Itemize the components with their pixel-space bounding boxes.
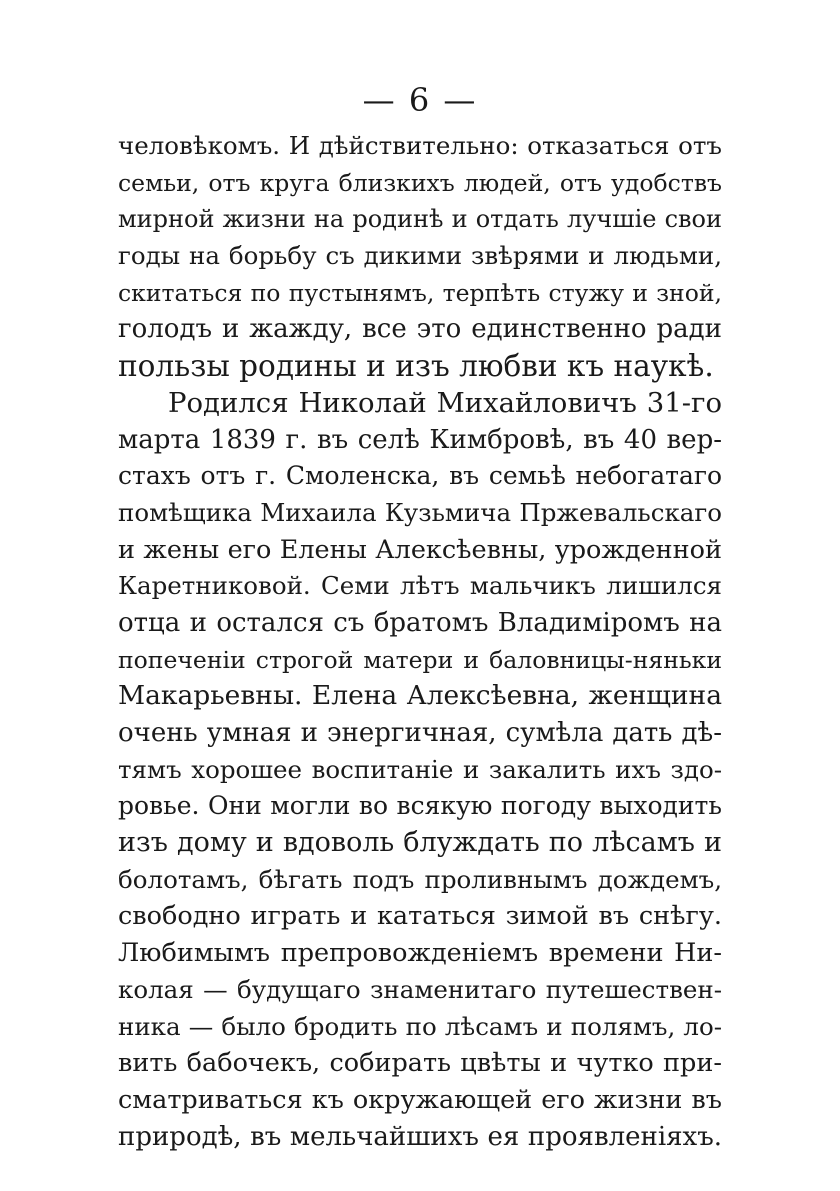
text-line: человѣкомъ. И дѣйствительно: отказаться отъ [118,131,722,160]
paragraph-end-line: пользы родины и изъ любви къ наукѣ. [118,349,714,384]
text-line: семьи, отъ круга близкихъ людей, отъ удобствъ [118,168,722,197]
text-line: сматриваться къ окружающей его жизни въ [118,1084,722,1115]
text-line: ника — было бродить по лѣсамъ и полямъ, ло- [118,1011,722,1041]
text-line: Макарьевны. Елена Алексѣевна, женщина [118,680,722,712]
page-number: — 6 — [362,81,478,119]
text-line: колая — будущаго знаменитаго путешествен- [118,974,722,1004]
text-line: очень умная и энергичная, сумѣла дать дѣ- [118,718,722,748]
text-line: стахъ отъ г. Смоленска, въ семьѣ небогатаго [118,461,722,491]
body-text [118,128,722,1155]
text-line: голодъ и жажду, все это единственно ради [118,314,722,345]
text-line: изъ дому и вдоволь блуждать по лѣсамъ и [118,827,722,859]
text-line: и жены его Елены Алексѣевны, урожденной [118,534,722,565]
text-line: марта 1839 г. въ селѣ Кимбровѣ, въ 40 вер- [118,424,722,455]
text-line: годы на борьбу съ дикими звѣрями и людьми, [118,241,722,271]
paragraph-start-line: Родился Николай Михайловичъ 31-го [168,386,722,419]
text-line: отца и остался съ братомъ Владиміромъ на [118,607,722,638]
text-line: болотамъ, бѣгать подъ проливнымъ дождемъ, [118,864,722,894]
text-line: Любимымъ препровожденіемъ времени Ни- [118,938,722,969]
text-line: помѣщика Михаила Кузьмича Пржевальскаго [118,497,722,527]
text-line: попеченіи строгой матери и баловницы-няньки [118,645,722,674]
text-line: вить бабочекъ, собирать цвѣты и чутко при- [118,1048,722,1079]
text-line: природѣ, въ мельчайшихъ ея проявленіяхъ. [118,1121,722,1152]
text-line: тямъ хорошее воспитаніе и закалить ихъ здо- [118,754,722,784]
text-line: свободно играть и кататься зимой въ снѣгу. [118,901,722,932]
text-line: мирной жизни на родинѣ и отдать лучшіе свои [118,205,722,234]
text-line: ровье. Они могли во всякую погоду выходить [118,791,722,821]
text-line: скитаться по пустынямъ, терпѣть стужу и зной, [118,278,722,307]
text-line: Каретниковой. Семи лѣтъ мальчикъ лишился [118,571,722,601]
